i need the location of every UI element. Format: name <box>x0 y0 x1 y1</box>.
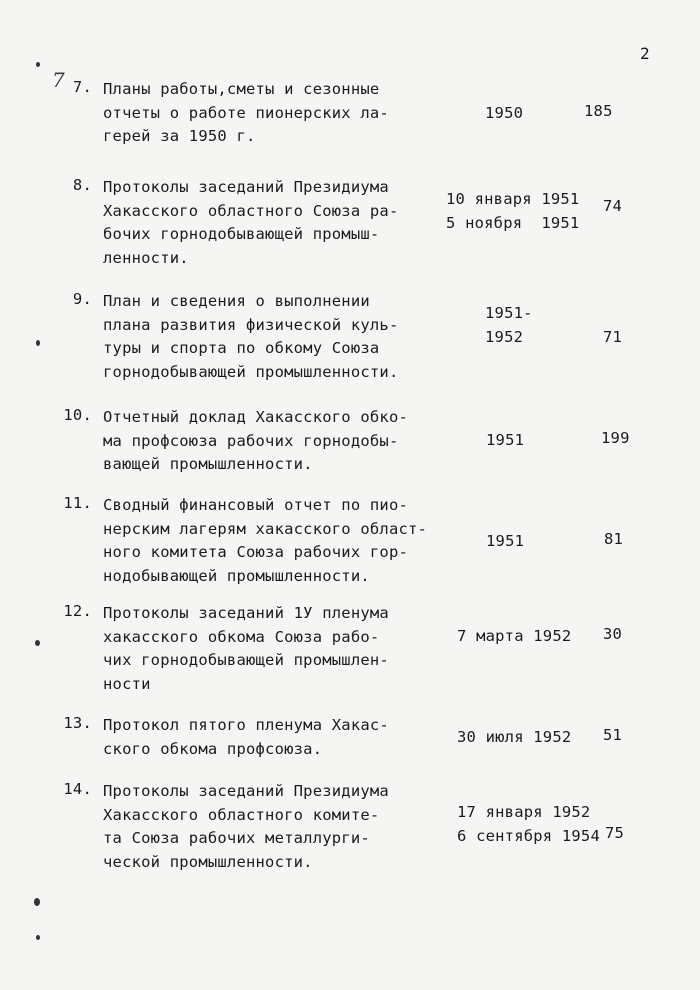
entry-title: Протоколы заседаний Президиума Хакасского областного комите- та Союза рабочих металлурги- ческой промышленности. <box>103 782 389 871</box>
entry-date: 10 января 1951 5 ноября 1951 <box>446 190 580 232</box>
entry-number: 13. <box>63 714 92 732</box>
entry-title: Планы работы,сметы и сезонные отчеты о работе пионерских ла- герей за 1950 г. <box>103 80 389 145</box>
entry-number: 11. <box>63 494 92 512</box>
entry-date: 17 января 1952 6 сентября 1954 <box>457 803 600 845</box>
entry-date: 7 марта 1952 <box>457 627 572 645</box>
entry-date: 1951 <box>486 532 525 550</box>
entry-sheet-count: 81 <box>604 530 624 548</box>
margin-speck <box>34 898 40 906</box>
entry-title: План и сведения о выполнении плана развития физической куль- туры и спорта по обкому Союза горнодобывающей промышленности. <box>103 292 399 381</box>
entry-number: 14. <box>63 780 92 798</box>
entry-title: Протоколы заседаний 1У пленума хакасского обкома Союза рабо- чих горнодобывающей промышлен- ности <box>103 604 389 693</box>
entry-sheet-count: 74 <box>603 197 623 215</box>
entry-date: 30 июля 1952 <box>457 728 572 746</box>
entry-date: 1951- 1952 <box>485 304 533 346</box>
margin-speck <box>36 340 40 346</box>
entry-title: Протоколы заседаний Президиума Хакасского областного Союза ра- бочих горнодобывающей промыш- ленности. <box>103 178 399 267</box>
entry-number: 9. <box>72 290 92 308</box>
handwritten-margin-mark: 7 <box>52 68 65 92</box>
entry-sheet-count: 30 <box>603 625 623 643</box>
entry-sheet-count: 71 <box>603 328 623 346</box>
entry-title: Сводный финансовый отчет по пио- нерским лагерям хакасского област- ного комитета Союза рабочих гор- нодобывающей промышленности. <box>103 496 428 585</box>
entry-title: Отчетный доклад Хакасского обко- ма профсоюза рабочих горнодобы- вающей промышленности. <box>103 408 409 473</box>
margin-speck <box>36 935 40 940</box>
entry-number: 12. <box>63 602 92 620</box>
entry-sheet-count: 75 <box>605 824 625 842</box>
entry-date: 1950 <box>485 104 524 122</box>
entry-number: 10. <box>63 406 92 424</box>
page-number: 2 <box>640 44 650 63</box>
margin-speck <box>35 640 40 646</box>
entry-sheet-count: 51 <box>603 726 623 744</box>
margin-speck <box>36 62 40 67</box>
entry-date: 1951 <box>486 431 525 449</box>
entry-sheet-count: 185 <box>584 102 613 120</box>
entry-sheet-count: 199 <box>601 429 630 447</box>
entry-number: 7. <box>72 78 92 96</box>
entry-number: 8. <box>72 176 92 194</box>
entry-title: Протокол пятого пленума Хакас- ского обкома профсоюза. <box>103 716 389 758</box>
